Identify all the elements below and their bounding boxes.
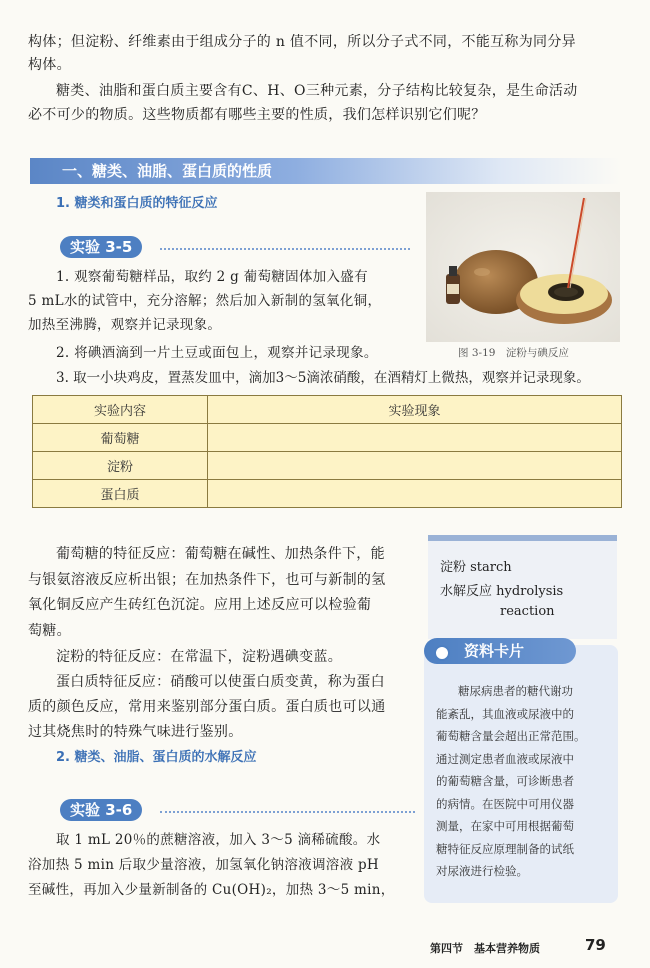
page-number: 79 (585, 936, 606, 954)
exp35-step1-line1: 1. 观察葡萄糖样品，取约 2 g 葡萄糖固体加入盛有 (56, 269, 368, 285)
table-header-phenomenon: 实验现象 (208, 396, 622, 424)
table-header-content: 实验内容 (33, 396, 208, 424)
table-cell-content: 蛋白质 (33, 480, 208, 508)
table-row (33, 480, 622, 508)
section-heading: 一、糖类、油脂、蛋白质的性质 (30, 158, 620, 184)
subsection-1-title: 1. 糖类和蛋白质的特征反应 (56, 196, 218, 211)
info-card-title: 资料卡片 (424, 638, 576, 664)
exp36-line3: 至碱性，再加入少量新制备的 Cu(OH)₂，加热 3～5 min， (28, 882, 395, 898)
experiment-3-6-badge: 实验 3-6 (60, 799, 142, 821)
table-cell-blank (208, 452, 622, 480)
figure-caption: 图 3-19 淀粉与碘反应 (458, 347, 569, 359)
info-card-body (436, 680, 586, 883)
info-card-line: 糖特征反应原理制备的试纸 (436, 841, 574, 856)
info-card-line: 能紊乱，其血液或尿液中的 (436, 706, 574, 721)
info-card-line: 通过测定患者血液或尿液中 (436, 751, 574, 766)
info-card-line: 糖尿病患者的糖代谢功 (458, 684, 573, 698)
body-p3-line1: 蛋白质特征反应：硝酸可以使蛋白质变黄，称为蛋白 (56, 674, 385, 690)
bullet-circle-icon (434, 645, 450, 661)
glossary-starch: 淀粉 starch (440, 560, 512, 575)
exp35-step2: 2. 将碘酒滴到一片土豆或面包上，观察并记录现象。 (56, 345, 378, 361)
exp36-line1: 取 1 mL 20％的蔗糖溶液，加入 3～5 滴稀硫酸。水 (56, 832, 381, 848)
table-cell-content: 淀粉 (33, 452, 208, 480)
dotted-divider (160, 811, 415, 813)
body-p1-line2: 与银氨溶液反应析出银；在加热条件下，也可与新制的氢 (28, 572, 386, 588)
body-p2: 淀粉的特征反应：在常温下，淀粉遇碘变蓝。 (56, 649, 342, 665)
table-cell-content: 葡萄糖 (33, 424, 208, 452)
info-card-line: 对尿液进行检验。 (436, 864, 528, 878)
body-p1-line4: 萄糖。 (28, 623, 71, 639)
body-p1-line3: 氧化铜反应产生砖红色沉淀。应用上述反应可以检验葡 (28, 597, 372, 613)
exp35-step3: 3. 取一小块鸡皮，置蒸发皿中，滴加3～5滴浓硝酸，在酒精灯上微热，观察并记录现象。 (56, 370, 590, 386)
info-card-line: 的病情。在医院中可用仪器 (436, 796, 574, 811)
info-card-line: 测量，在家中可用根据葡萄 (436, 819, 574, 833)
table-row (33, 452, 622, 480)
table-cell-blank (208, 480, 622, 508)
intro-line-1: 构体；但淀粉、纤维素由于组成分子的 n 值不同，所以分子式不同，不能互称为同分异 (28, 34, 576, 50)
subsection-2-title: 2. 糖类、油脂、蛋白质的水解反应 (56, 750, 257, 765)
experiment-3-5-badge: 实验 3-5 (60, 236, 142, 258)
intro-line-4: 必不可少的物质。这些物质都有哪些主要的性质，我们怎样识别它们呢？ (28, 107, 486, 123)
info-card-line: 葡萄糖含量会超出正常范围。 (436, 729, 586, 743)
dotted-divider (160, 248, 410, 250)
body-p1-line1: 葡萄糖的特征反应：葡萄糖在碱性、加热条件下，能 (56, 546, 385, 562)
exp35-step1-line2: 5 mL水的试管中，充分溶解；然后加入新制的氢氧化铜， (28, 293, 382, 309)
exp35-step1-line3: 加热至沸腾，观察并记录现象。 (28, 317, 222, 333)
potato-iodine-photo (426, 192, 620, 342)
experiment-results-table (32, 395, 622, 508)
exp36-line2: 浴加热 5 min 后取少量溶液，加氢氧化钠溶液调溶液 pH (28, 857, 379, 873)
table-row (33, 424, 622, 452)
glossary-reaction: reaction (500, 604, 555, 619)
info-card-line: 的葡萄糖含量，可诊断患者 (436, 774, 574, 788)
footer-section-label: 第四节 基本营养物质 (430, 942, 540, 955)
glossary-hydrolysis: 水解反应 hydrolysis (440, 584, 564, 599)
body-p3-line2: 质的颜色反应，常用来鉴别部分蛋白质。蛋白质也可以通 (28, 699, 386, 715)
intro-line-3: 糖类、油脂和蛋白质主要含有C、H、O三种元素，分子结构比较复杂，是生命活动 (56, 83, 578, 99)
body-p3-line3: 过其烧焦时的特殊气味进行鉴别。 (28, 724, 243, 740)
intro-line-2: 构体。 (28, 57, 71, 73)
table-cell-blank (208, 424, 622, 452)
